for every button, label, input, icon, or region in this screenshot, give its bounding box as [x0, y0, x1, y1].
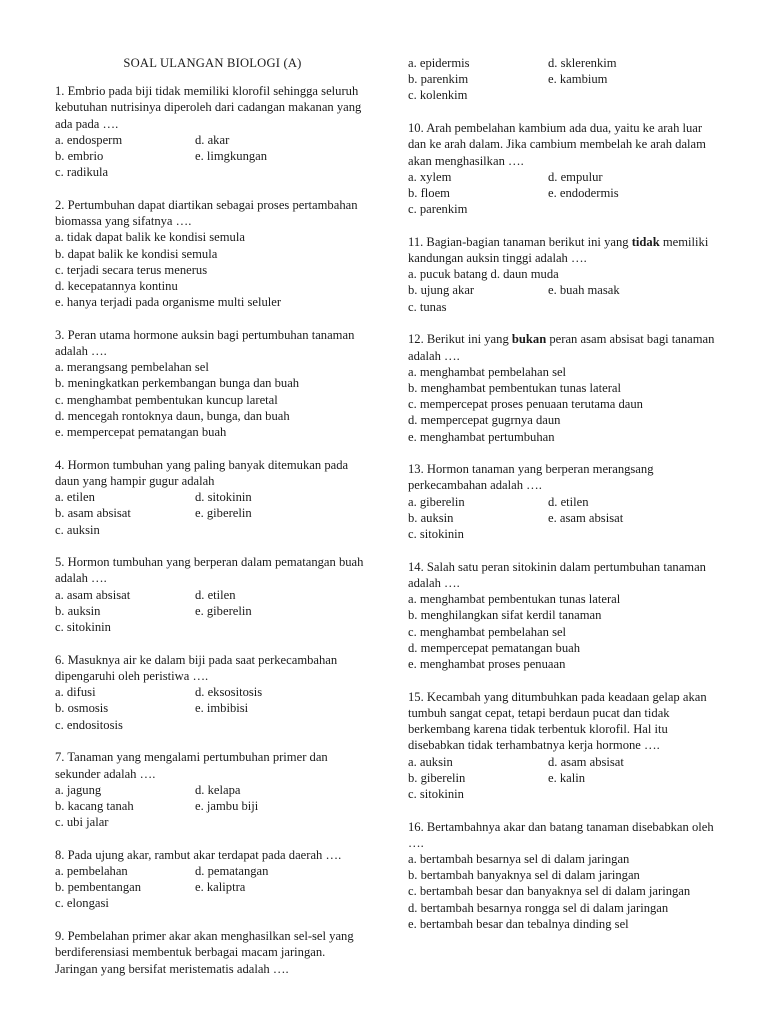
options [408, 494, 718, 543]
question-stem [408, 331, 718, 363]
question-stem: 2. Pertumbuhan dapat diartikan sebagai proses pertambahan biomassa yang sifatnya …. [55, 197, 358, 229]
question-5 [55, 554, 370, 635]
option: b. auksin [408, 510, 454, 525]
question-10 [408, 120, 718, 217]
options [55, 782, 370, 831]
option: b. dapat balik ke kondisi semula [55, 246, 218, 261]
option: d. akar [195, 132, 230, 147]
option: c. elongasi [55, 896, 109, 911]
option: a. pucuk batang d. daun muda [408, 267, 559, 282]
option: a. endosperm [55, 132, 123, 147]
question-stem: 1. Embrio pada biji tidak memiliki klorofil sehingga seluruh kebutuhan nutrisinya diperoleh dari cadangan makanan yang ada pada …. [55, 84, 362, 131]
options [408, 364, 718, 445]
question-2 [55, 197, 370, 310]
option: d. kecepatannya kontinu [55, 278, 178, 293]
stem-text: 12. Berikut ini yang [408, 332, 512, 347]
question-stem: 3. Peran utama hormone auksin bagi pertumbuhan tanaman adalah …. [55, 327, 355, 359]
option: a. merangsang pembelahan sel [55, 360, 209, 375]
option: b. giberelin [408, 770, 466, 785]
option: e. kambium [548, 72, 608, 87]
option: b. meningkatkan perkembangan bunga dan buah [55, 376, 300, 391]
question-stem: 16. Bertambahnya akar dan batang tanaman disebabkan oleh …. [408, 819, 714, 850]
options [55, 684, 370, 733]
options [408, 266, 718, 315]
option: c. endositosis [55, 717, 123, 732]
option: a. jagung [55, 782, 102, 797]
option: d. kelapa [195, 782, 241, 797]
question-1 [55, 83, 370, 180]
question-8 [55, 847, 370, 912]
question-stem: 10. Arah pembelahan kambium ada dua, yaitu ke arah luar dan ke arah dalam. Jika cambium membelah ke arah dalam akan menghasilkan …. [408, 121, 706, 168]
option: b. asam absisat [55, 506, 131, 521]
option: e. endodermis [548, 185, 619, 200]
options [408, 169, 718, 218]
option: e. kalin [548, 770, 586, 785]
option: e. menghambat pertumbuhan [408, 429, 555, 444]
option: d. etilen [548, 494, 589, 509]
option: c. menghambat pembentukan kuncup laretal [55, 392, 278, 407]
option: c. parenkim [408, 202, 468, 217]
option: a. pembelahan [55, 864, 128, 879]
options [55, 863, 370, 912]
stem-emphasis: bukan [511, 332, 547, 347]
option: b. ujung akar [408, 283, 475, 298]
document-title: SOAL ULANGAN BIOLOGI (A) [123, 56, 302, 70]
stem-text: 11. Bagian-bagian tanaman berikut ini yang [408, 234, 632, 249]
options [55, 359, 370, 440]
question-16 [408, 819, 718, 932]
question-7 [55, 749, 370, 830]
question-stem [408, 234, 718, 266]
option: c. mempercepat proses penuaan terutama daun [408, 397, 643, 412]
option: c. radikula [55, 165, 109, 180]
question-12 [408, 331, 718, 444]
option: a. auksin [408, 754, 453, 769]
question-4 [55, 457, 370, 538]
option: d. mempercepat pematangan buah [408, 640, 581, 655]
option: b. menghilangkan sifat kerdil tanaman [408, 608, 602, 623]
option: e. mempercepat pematangan buah [55, 425, 227, 440]
option: c. sitokinin [408, 786, 464, 801]
question-9 [55, 928, 370, 977]
option: b. osmosis [55, 701, 109, 716]
option: e. giberelin [195, 506, 252, 521]
option: d. mempercepat gugrnya daun [408, 413, 561, 428]
option: e. asam absisat [548, 510, 624, 525]
right-column [408, 55, 718, 949]
options [55, 132, 370, 181]
option: b. pembentangan [55, 880, 142, 895]
option: a. giberelin [408, 494, 465, 509]
option: a. menghambat pembelahan sel [408, 364, 567, 379]
option: b. floem [408, 185, 450, 200]
option: a. epidermis [408, 56, 470, 70]
option: a. etilen [55, 490, 95, 505]
option: e. kaliptra [195, 880, 246, 895]
option: c. sitokinin [55, 620, 111, 635]
question-stem: 4. Hormon tumbuhan yang paling banyak ditemukan pada daun yang hampir gugur adalah [55, 457, 349, 488]
option: e. hanya terjadi pada organisme multi seluler [55, 295, 282, 310]
options [408, 754, 718, 803]
question-stem: 13. Hormon tanaman yang berperan merangsang perkecambahan adalah …. [408, 462, 654, 493]
option: d. etilen [195, 587, 236, 602]
option: a. tidak dapat balik ke kondisi semula [55, 230, 245, 245]
option: c. sitokinin [408, 527, 464, 542]
question-stem: 14. Salah satu peran sitokinin dalam pertumbuhan tanaman adalah …. [408, 559, 706, 590]
option: c. menghambat pembelahan sel [408, 624, 567, 639]
question-stem: 8. Pada ujung akar, rambut akar terdapat pada daerah …. [55, 847, 342, 862]
question-stem: 6. Masuknya air ke dalam biji pada saat perkecambahan dipengaruhi oleh peristiwa …. [55, 652, 338, 683]
option: b. parenkim [408, 72, 469, 87]
question-stem: 7. Tanaman yang mengalami pertumbuhan primer dan sekunder adalah …. [55, 750, 328, 781]
question-9-options [408, 55, 718, 104]
left-column [55, 55, 370, 993]
option: d. eksositosis [195, 685, 263, 700]
question-stem: 5. Hormon tumbuhan yang berperan dalam pematangan buah adalah …. [55, 555, 364, 586]
option: a. menghambat pembentukan tunas lateral [408, 592, 621, 607]
question-6 [55, 652, 370, 733]
options [55, 489, 370, 538]
option: d. sitokinin [195, 490, 252, 505]
option: a. xylem [408, 169, 452, 184]
option-spacer [548, 266, 718, 282]
option: d. empulur [548, 169, 603, 184]
option: c. tunas [408, 299, 447, 314]
question-3 [55, 327, 370, 440]
option: c. auksin [55, 522, 100, 537]
option: e. menghambat proses penuaan [408, 657, 566, 671]
option: d. bertambah besarnya rongga sel di dalam jaringan [408, 900, 669, 915]
option: e. jambu biji [195, 798, 259, 813]
question-stem: 9. Pembelahan primer akar akan menghasilkan sel-sel yang berdiferensiasi membentuk berbagai macam jaringan. Jaringan yang bersifat meristematis adalah …. [55, 929, 354, 976]
options [55, 229, 370, 310]
option: d. sklerenkim [548, 56, 617, 70]
question-13 [408, 461, 718, 542]
stem-text: memiliki kandungan auksin tinggi adalah …. [408, 234, 709, 266]
option: a. bertambah besarnya sel di dalam jaringan [408, 852, 630, 867]
option: b. menghambat pembentukan tunas lateral [408, 380, 621, 395]
option: e. bertambah besar dan tebalnya dinding sel [408, 916, 629, 931]
option: d. mencegah rontoknya daun, bunga, dan buah [55, 408, 290, 423]
question-stem: 15. Kecambah yang ditumbuhkan pada keadaan gelap akan tumbuh sangat cepat, tetapi berdaun pucat dan tidak berkembang karena tidak terbentuk klorofil. Hal itu disebabkan tidak terhambatnya kerja hormone …. [408, 689, 707, 753]
option: b. auksin [55, 603, 101, 618]
question-11 [408, 234, 718, 315]
options [408, 851, 718, 932]
option: b. bertambah banyaknya sel di dalam jaringan [408, 868, 640, 883]
option: c. terjadi secara terus menerus [55, 262, 208, 277]
option: c. ubi jalar [55, 815, 109, 830]
option: d. pematangan [195, 864, 269, 879]
stem-emphasis: tidak [631, 234, 660, 249]
option: b. kacang tanah [55, 798, 134, 813]
option: a. asam absisat [55, 587, 131, 602]
option: c. kolenkim [408, 88, 468, 103]
stem-text: peran asam absisat bagi tanaman adalah …. [408, 332, 715, 363]
option: a. difusi [55, 685, 96, 700]
option: e. imbibisi [195, 701, 249, 716]
option: b. embrio [55, 149, 104, 164]
option: e. limgkungan [195, 149, 268, 164]
question-15 [408, 689, 718, 802]
option: e. buah masak [548, 283, 620, 298]
options [55, 587, 370, 636]
option: d. asam absisat [548, 754, 624, 769]
option: e. giberelin [195, 603, 252, 618]
question-14 [408, 559, 718, 672]
option: c. bertambah besar dan banyaknya sel di dalam jaringan [408, 884, 691, 899]
options [408, 591, 718, 672]
